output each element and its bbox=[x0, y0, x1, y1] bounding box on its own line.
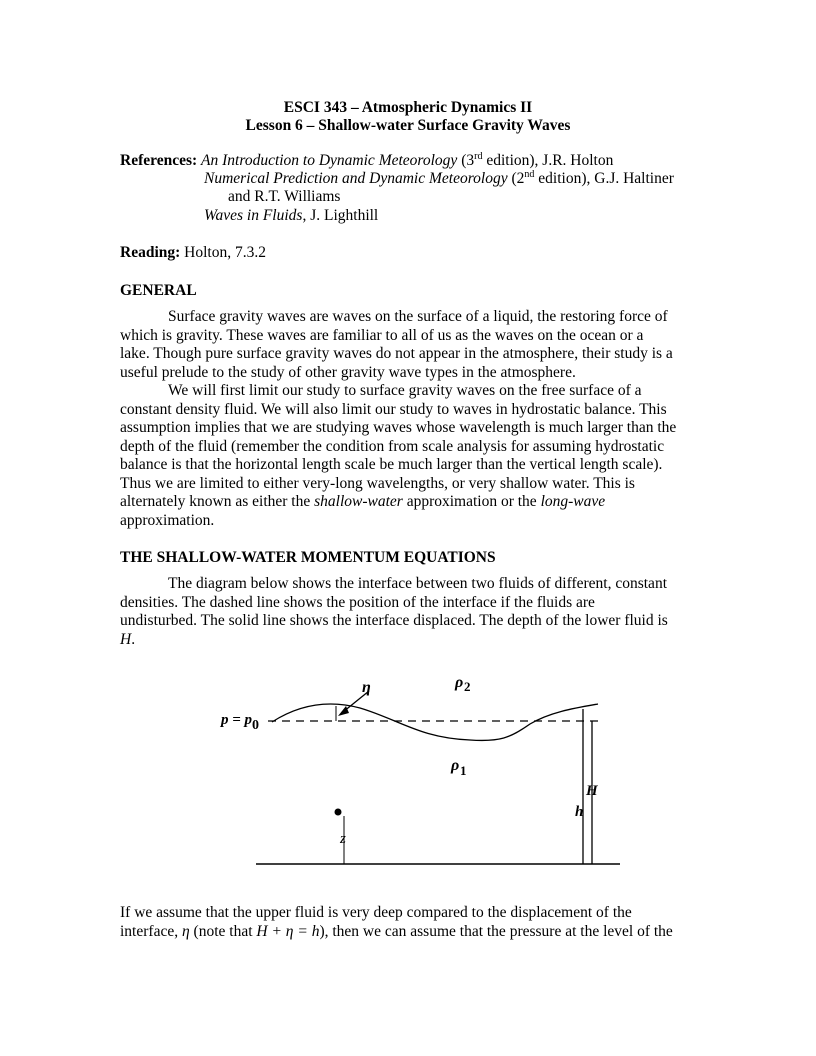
ref2-rest: edition), G.J. Haltiner bbox=[534, 170, 674, 187]
ref2-title: Numerical Prediction and Dynamic Meteorology bbox=[204, 170, 508, 187]
p-subscript: 0 bbox=[252, 718, 259, 733]
momentum-line: densities. The dashed line shows the position of the interface if the fluids are bbox=[120, 594, 595, 611]
general-p2-line: balance is that the horizontal length scale be much larger than the vertical length scale). bbox=[120, 456, 663, 473]
general-p1-line: which is gravity. These waves are familiar to all of us as the waves on the ocean or a bbox=[120, 327, 644, 344]
closing-equation: H + η = h bbox=[256, 923, 320, 940]
closing-text-a: interface, bbox=[120, 923, 182, 940]
general-p2-line: We will first limit our study to surface gravity waves on the free surface of a bbox=[168, 382, 642, 399]
rho1-label: ρ bbox=[451, 757, 460, 774]
z-label: z bbox=[340, 831, 346, 847]
references-line-1 bbox=[120, 152, 613, 170]
general-p2-line: Thus we are limited to either very-long wavelengths, or very shallow water. This is bbox=[120, 475, 635, 492]
ref2-paren: (2 bbox=[507, 170, 525, 187]
general-p2-line bbox=[120, 493, 605, 511]
reading-label: Reading: bbox=[120, 244, 181, 261]
references-line-3: and R.T. Williams bbox=[228, 188, 341, 205]
ref3-title: Waves in Fluids bbox=[204, 207, 303, 224]
general-p2-line: depth of the fluid (remember the condition from scale analysis for assuming hydrostatic bbox=[120, 438, 665, 455]
general-p1-line: useful prelude to the study of other gravity wave types in the atmosphere. bbox=[120, 364, 576, 381]
z-point bbox=[335, 809, 342, 816]
ref1-title: An Introduction to Dynamic Meteorology bbox=[201, 152, 458, 169]
general-p2-line: assumption implies that we are studying waves whose wavelength is much larger than the bbox=[120, 419, 677, 436]
references-line-2 bbox=[204, 170, 674, 188]
reading-line bbox=[120, 244, 266, 262]
eta-label: η bbox=[362, 679, 371, 696]
closing-line-1: If we assume that the upper fluid is very deep compared to the displacement of the bbox=[120, 904, 632, 921]
ref2-sup: nd bbox=[524, 169, 535, 180]
ref1-rest: edition), J.R. Holton bbox=[482, 152, 614, 169]
momentum-period: . bbox=[131, 631, 136, 648]
closing-eta: η bbox=[181, 923, 190, 940]
p2-italic-long-wave: long-wave bbox=[540, 493, 606, 510]
general-p1-line: Surface gravity waves are waves on the surface of a liquid, the restoring force of bbox=[168, 308, 668, 325]
momentum-line: undisturbed. The solid line shows the interface displaced. The depth of the lower fluid is bbox=[120, 612, 668, 629]
H-label: H bbox=[586, 783, 598, 799]
p-label: p = p bbox=[221, 712, 253, 728]
closing-text-c: ), then we can assume that the pressure at the level of the bbox=[319, 923, 673, 940]
general-p2-line: constant density fluid. We will also limit our study to waves in hydrostatic balance. This bbox=[120, 401, 667, 418]
lesson-title: Lesson 6 – Shallow-water Surface Gravity Waves bbox=[245, 117, 571, 134]
closing-line-2 bbox=[120, 923, 673, 941]
interface-diagram bbox=[0, 660, 816, 880]
p2-text-b: approximation or the bbox=[402, 493, 541, 510]
eta-arrowhead bbox=[338, 706, 349, 716]
references-label: References: bbox=[120, 152, 198, 169]
h-label: h bbox=[575, 804, 584, 820]
general-p2-line: approximation. bbox=[120, 512, 215, 529]
closing-text-b: (note that bbox=[189, 923, 257, 940]
ref1-paren: (3 bbox=[457, 152, 475, 169]
p2-text-a: alternately known as either the bbox=[120, 493, 315, 510]
p2-italic-shallow-water: shallow-water bbox=[314, 493, 403, 510]
rho2-label: ρ bbox=[455, 674, 464, 691]
ref1-sup: rd bbox=[474, 151, 483, 162]
references-line-4 bbox=[204, 207, 378, 225]
momentum-heading: THE SHALLOW-WATER MOMENTUM EQUATIONS bbox=[120, 549, 496, 566]
momentum-line: The diagram below shows the interface between two fluids of different, constant bbox=[168, 575, 667, 592]
ref3-rest: , J. Lighthill bbox=[302, 207, 379, 224]
rho2-subscript: 2 bbox=[464, 679, 471, 694]
displaced-interface-curve bbox=[272, 704, 598, 740]
momentum-line bbox=[120, 631, 135, 649]
course-title: ESCI 343 – Atmospheric Dynamics II bbox=[283, 99, 533, 116]
general-p1-line: lake. Though pure surface gravity waves do not appear in the atmosphere, their study is a bbox=[120, 345, 673, 362]
momentum-H: H bbox=[120, 631, 132, 648]
rho1-subscript: 1 bbox=[460, 763, 467, 778]
general-heading: GENERAL bbox=[120, 282, 197, 299]
reading-text: Holton, 7.3.2 bbox=[184, 244, 266, 261]
